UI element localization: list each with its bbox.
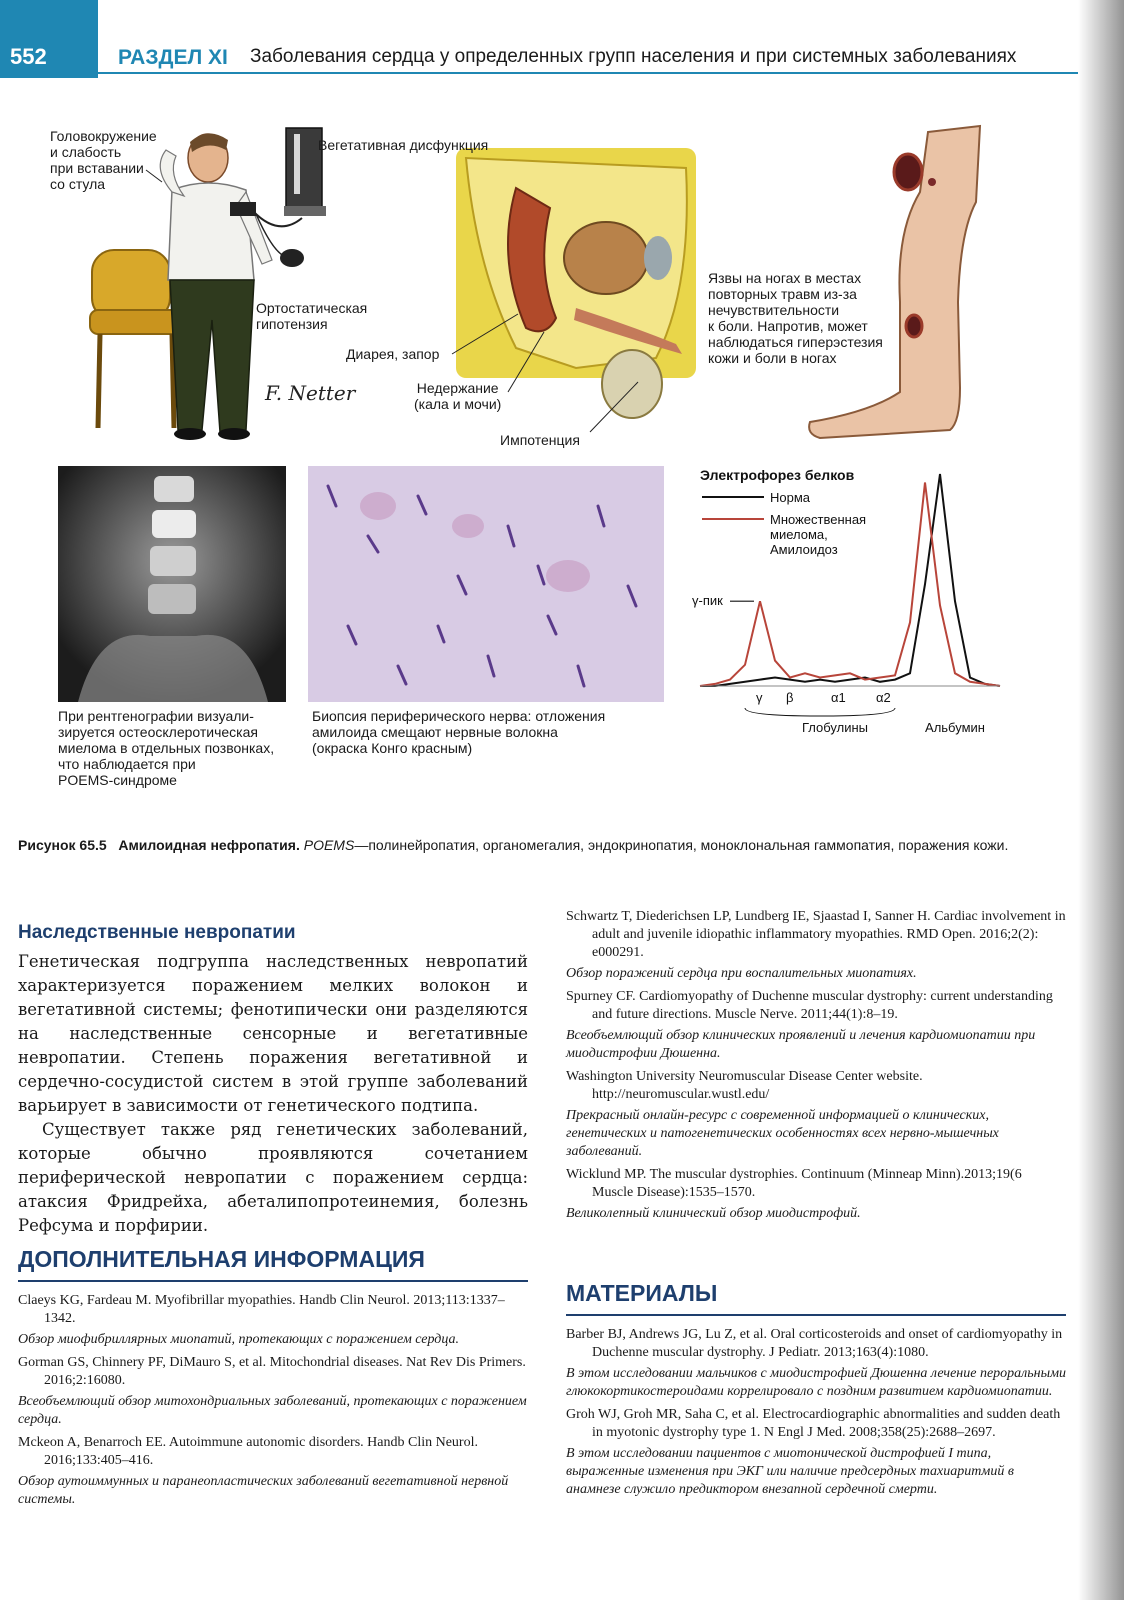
ref-note: Обзор аутоиммунных и паранеопластических заболеваний вегетативной нервной системы. <box>18 1474 509 1507</box>
chart-title: Электрофорез белков <box>700 467 855 483</box>
ref-note: В этом исследовании пациентов с миотонической дистрофией I типа, выраженные изменения при ЭКГ или наличие предсердных тахиаритмий в анамнезе служило предиктором внезапной сердечной смерти. <box>566 1446 1014 1497</box>
label-autonomic: Вегетативная дисфункция <box>318 137 489 153</box>
electrophoresis-chart <box>692 466 1030 746</box>
page-edge-shadow <box>1078 0 1124 1600</box>
ref-item: Schwartz T, Diederichsen LP, Lundberg IE, Sjaastad I, Sanner H. Cardiac involvement in adult and juvenile idiopathic inflammatory myopathies. RMD Open. 2016;2(2): e000291. <box>566 909 1066 960</box>
heading-hereditary: Наследственные невропатии <box>18 922 296 943</box>
xray-caption: При рентгенографии визуали- зируется остеосклеротическая миелома в отдельных позвонках, что наблюдается при POEMS-синдроме <box>58 708 275 788</box>
materials-list <box>566 1326 1066 1504</box>
legend-label-1: Амилоидоз <box>770 542 838 557</box>
fraction-label-1: β <box>786 690 794 705</box>
leader-lines <box>0 0 1124 470</box>
fraction-label-0: γ <box>756 690 763 705</box>
paragraph-2: Существует также ряд генетических заболеваний, которые обычно проявляются сочетанием периферической невропатии с поражением сердца: атаксия Фридрейха, абеталипопротеинемия, болезнь Рефсума и порфирии. <box>18 1120 528 1235</box>
page-number: 552 <box>10 44 47 69</box>
heading-additional-info: ДОПОЛНИТЕЛЬНАЯ ИНФОРМАЦИЯ <box>18 1246 425 1272</box>
caption-label: Рисунок 65.5 <box>18 837 107 853</box>
group-label-albumin: Альбумин <box>925 720 985 735</box>
hereditary-body <box>18 950 528 1238</box>
xray-image <box>58 466 286 702</box>
paragraph-1: Генетическая подгруппа наследственных невропатий характеризуется поражением мелких волокон и вегетативной системы; фенотипически они разделяются на наследственные сенсорные и вегетативные невропатии. Степень поражения вегетативной и сердечно-сосудистой систем в этой группе заболеваний варьирует в зависимости от генетического подтипа. <box>18 952 528 1115</box>
right-column-refs <box>566 908 1066 1228</box>
ref-note: В этом исследовании мальчиков с миодистрофией Дюшенна лечение пероральными глюкокортикостероидами коррелировало с поздним развитием кардиомиопатии. <box>566 1366 1067 1399</box>
series-line-0 <box>700 474 1000 686</box>
ref-item: Wicklund MP. The muscular dystrophies. Continuum (Minneap Minn).2013;19(6 Muscle Disease):1535–1570. <box>566 1167 1022 1200</box>
biopsy-caption: Биопсия периферического нерва: отложения амилоида смещают нервные волокна (окраска Конго красным) <box>312 708 606 756</box>
ref-item: Gorman GS, Chinnery PF, DiMauro S, et al. Mitochondrial diseases. Nat Rev Dis Primers. 2016;2:16080. <box>18 1355 526 1388</box>
fraction-label-2: α1 <box>831 690 846 705</box>
rule-materials <box>566 1314 1066 1316</box>
ref-note: Великолепный клинический обзор миодистрофий. <box>566 1206 861 1221</box>
label-incontinence: Недержание (кала и мочи) <box>414 380 502 412</box>
netter-signature: F. Netter <box>265 381 356 405</box>
ref-item: Barber BJ, Andrews JG, Lu Z, et al. Oral corticosteroids and onset of cardiomyopathy in Duchenne muscular dystrophy. J Pediatr. 2013;163(4):1080. <box>566 1327 1063 1360</box>
section-title: Заболевания сердца у определенных групп населения и при системных заболеваниях <box>250 46 1017 67</box>
label-ulcers: Язвы на ногах в местах повторных травм из-за нечувствительности к боли. Напротив, может наблюдаться гиперэстезия кожи и боли в ногах <box>708 270 883 366</box>
ref-item: Claeys KG, Fardeau M. Myofibrillar myopathies. Handb Clin Neurol. 2013;113:1337–1342. <box>18 1293 505 1326</box>
gamma-peak-label: γ-пик <box>692 593 723 609</box>
ref-note: Всеобъемлющий обзор клинических проявлений и лечения кардиомиопатии при миодистрофии Дюшенна. <box>566 1028 1036 1061</box>
ref-item: Groh WJ, Groh MR, Saha C, et al. Electrocardiographic abnormalities and sudden death in myotonic dystrophy type 1. N Engl J Med. 2008;358(25):2688–2697. <box>566 1407 1061 1440</box>
group-label-globulins: Глобулины <box>801 720 869 735</box>
ref-item: Spurney CF. Cardiomyopathy of Duchenne muscular dystrophy: current understanding and future directions. Muscle Nerve. 2011;44(1):8–19. <box>566 989 1053 1022</box>
ref-note: Всеобъемлющий обзор митохондриальных заболеваний, протекающих с поражением сердца. <box>18 1394 527 1427</box>
caption-title: Амилоидная нефропатия. <box>118 837 300 853</box>
rule-additional-info <box>18 1280 528 1282</box>
section-label: РАЗДЕЛ XI <box>118 46 228 69</box>
globulin-brace <box>745 708 895 716</box>
label-orthostatic: Ортостатическая гипотензия <box>256 300 368 332</box>
legend-label-0: Норма <box>770 490 811 505</box>
caption-text: —полинейропатия, органомегалия, эндокринопатия, моноклональная гаммопатия, поражения кожи. <box>354 837 1009 853</box>
label-diarrhea: Диарея, запор <box>346 346 440 362</box>
additional-info-list <box>18 1292 528 1514</box>
heading-materials: МАТЕРИАЛЫ <box>566 1280 718 1306</box>
label-dizziness: Головокружение и слабость при вставании со стула <box>50 128 157 192</box>
biopsy-image <box>308 466 664 702</box>
fraction-label-3: α2 <box>876 690 891 705</box>
figure-caption <box>18 836 1078 855</box>
ref-note: Прекрасный онлайн-ресурс с современной информацией о клинических, генетических и патогенетических особенностях всех нервно-мышечных заболеваний. <box>566 1108 999 1159</box>
caption-abbr: POEMS <box>303 837 355 853</box>
ref-note: Обзор миофибриллярных миопатий, протекающих с поражением сердца. <box>18 1332 460 1347</box>
label-impotence: Импотенция <box>500 432 580 448</box>
legend-label-1: миелома, <box>770 527 828 542</box>
ref-item: Mckeon A, Benarroch EE. Autoimmune autonomic disorders. Handb Clin Neurol. 2016;133:405–416. <box>18 1435 478 1468</box>
legend-label-1: Множественная <box>770 512 867 527</box>
ref-note: Обзор поражений сердца при воспалительных миопатиях. <box>566 966 917 981</box>
ref-item: Washington University Neuromuscular Disease Center website. http://neuromuscular.wustl.edu/ <box>566 1069 923 1102</box>
